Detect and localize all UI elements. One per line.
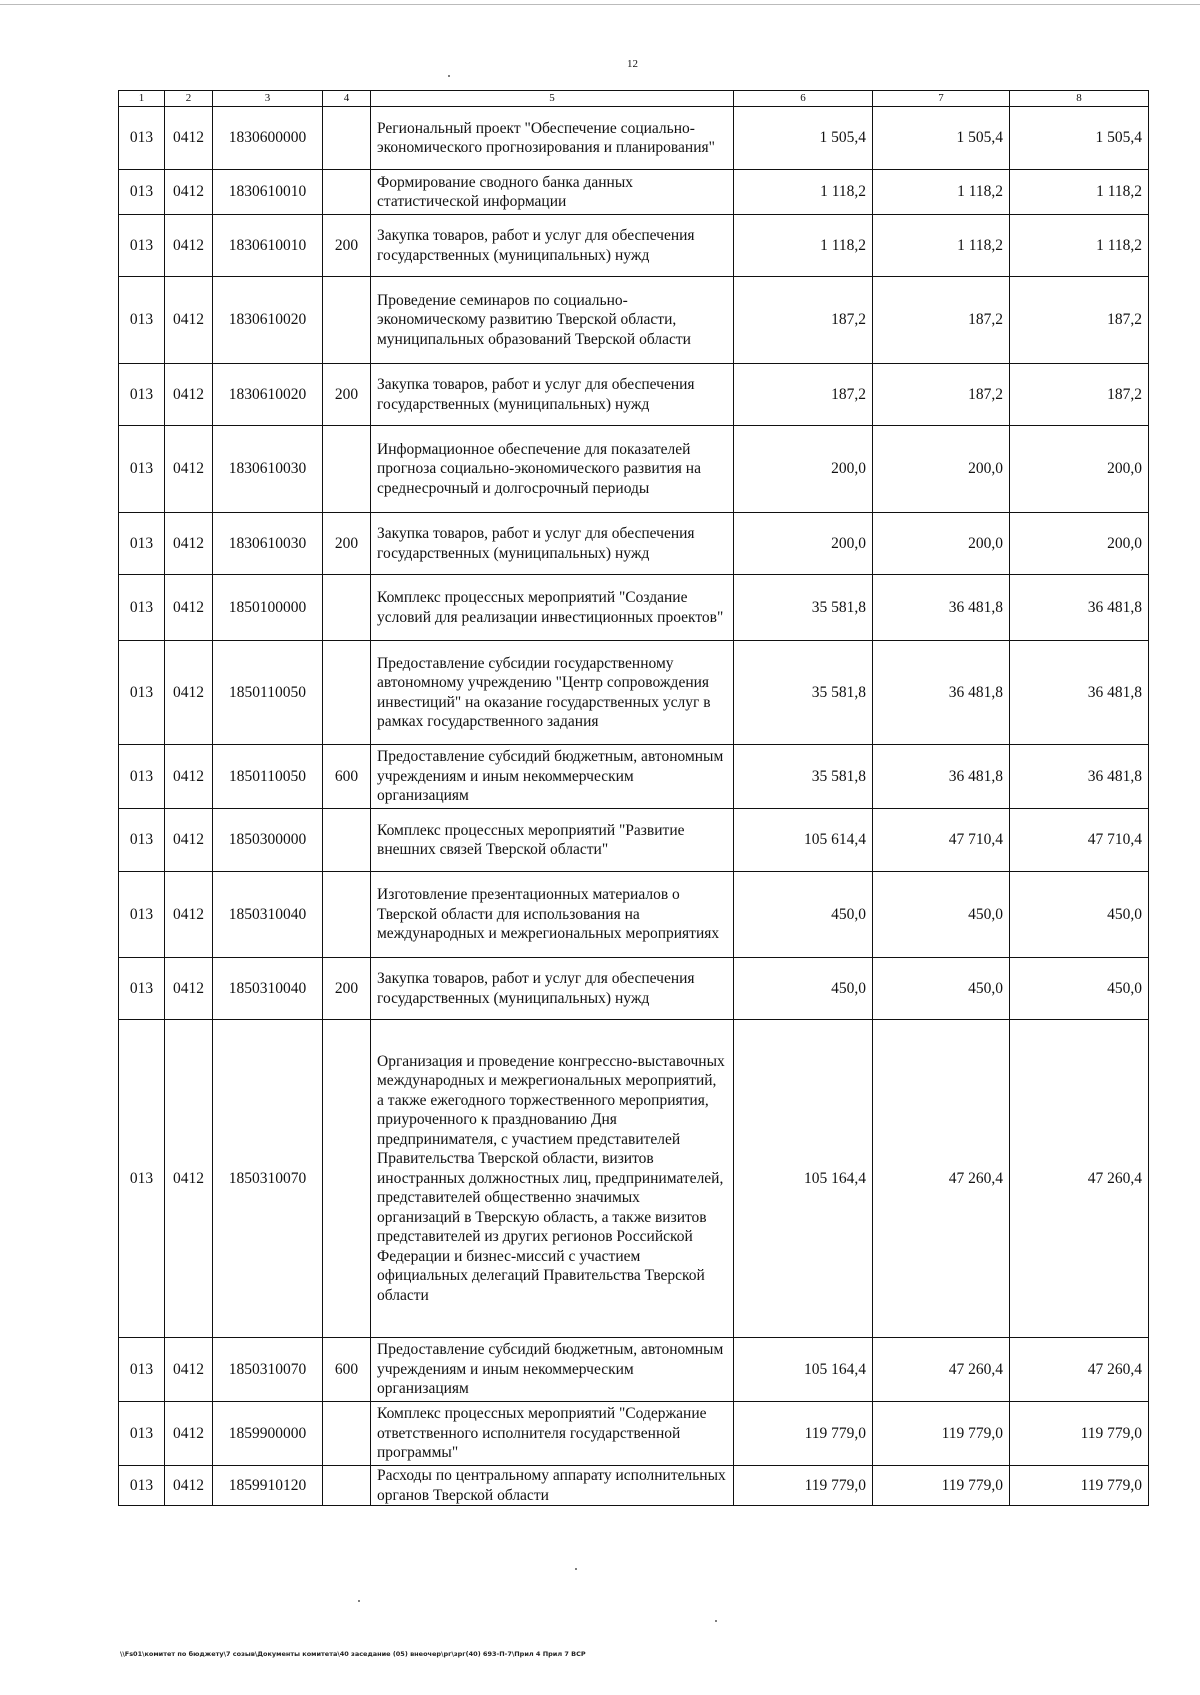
cell-amount-6: 1 118,2	[734, 170, 873, 215]
cell-section: 0412	[165, 215, 213, 277]
table-row	[119, 809, 1149, 872]
cell-target-article: 1850310070	[213, 1338, 323, 1402]
cell-amount-8: 200,0	[1010, 513, 1149, 575]
cell-target-article: 1850310040	[213, 958, 323, 1020]
cell-expense-type	[323, 107, 371, 170]
cell-expense-type: 200	[323, 364, 371, 426]
cell-ministry: 013	[119, 1402, 165, 1466]
cell-name: Организация и проведение конгрессно-выставочных международных и межрегиональных мероприятий, а также ежегодного торжественного мероприятия, приуроченного к празднованию Дня предпринимателя, с участием представителей Правительства Тверской области, визитов иностранных должностных лиц, предпринимателей, представителей общественно значимых организаций в Тверскую область, а также визитов представителей из других регионов Российской Федерации и бизнес-миссий с участием официальных делегаций Правительства Тверской области	[371, 1020, 734, 1338]
cell-target-article: 1830610010	[213, 215, 323, 277]
cell-section: 0412	[165, 872, 213, 958]
cell-amount-8: 36 481,8	[1010, 575, 1149, 641]
cell-section: 0412	[165, 1466, 213, 1506]
cell-amount-8: 450,0	[1010, 958, 1149, 1020]
scan-speck	[358, 1600, 360, 1602]
table-row	[119, 107, 1149, 170]
cell-amount-8: 119 779,0	[1010, 1402, 1149, 1466]
cell-target-article: 1830610020	[213, 277, 323, 364]
cell-ministry: 013	[119, 170, 165, 215]
scan-speck	[575, 1568, 577, 1570]
cell-amount-8: 1 505,4	[1010, 107, 1149, 170]
cell-amount-6: 187,2	[734, 364, 873, 426]
cell-section: 0412	[165, 170, 213, 215]
table-row	[119, 1338, 1149, 1402]
cell-amount-7: 1 118,2	[873, 215, 1010, 277]
cell-amount-6: 1 118,2	[734, 215, 873, 277]
cell-amount-7: 47 260,4	[873, 1338, 1010, 1402]
cell-expense-type: 200	[323, 513, 371, 575]
table-row	[119, 745, 1149, 809]
cell-amount-7: 200,0	[873, 513, 1010, 575]
cell-name: Предоставление субсидии государственному автономному учреждению "Центр сопровождения инвестиций" на оказание государственных услуг в рамках государственного задания	[371, 641, 734, 745]
cell-name: Комплекс процессных мероприятий "Создание условий для реализации инвестиционных проектов"	[371, 575, 734, 641]
cell-expense-type	[323, 809, 371, 872]
cell-amount-7: 1 505,4	[873, 107, 1010, 170]
header-col-8: 8	[1010, 91, 1149, 107]
cell-amount-8: 187,2	[1010, 277, 1149, 364]
header-col-3: 3	[213, 91, 323, 107]
cell-amount-6: 1 505,4	[734, 107, 873, 170]
cell-name: Региональный проект "Обеспечение социально-экономического прогнозирования и планирования"	[371, 107, 734, 170]
cell-section: 0412	[165, 1020, 213, 1338]
cell-name: Закупка товаров, работ и услуг для обеспечения государственных (муниципальных) нужд	[371, 364, 734, 426]
cell-ministry: 013	[119, 809, 165, 872]
cell-name: Комплекс процессных мероприятий "Развитие внешних связей Тверской области"	[371, 809, 734, 872]
cell-amount-8: 450,0	[1010, 872, 1149, 958]
cell-target-article: 1830610030	[213, 426, 323, 513]
cell-section: 0412	[165, 426, 213, 513]
cell-name: Расходы по центральному аппарату исполнительных органов Тверской области	[371, 1466, 734, 1506]
cell-target-article: 1830610020	[213, 364, 323, 426]
cell-amount-7: 47 710,4	[873, 809, 1010, 872]
cell-name: Закупка товаров, работ и услуг для обеспечения государственных (муниципальных) нужд	[371, 958, 734, 1020]
cell-section: 0412	[165, 641, 213, 745]
cell-ministry: 013	[119, 641, 165, 745]
cell-target-article: 1859910120	[213, 1466, 323, 1506]
cell-target-article: 1850110050	[213, 745, 323, 809]
cell-name: Проведение семинаров по социально-экономическому развитию Тверской области, муниципальных образований Тверской области	[371, 277, 734, 364]
table-row	[119, 872, 1149, 958]
cell-amount-6: 450,0	[734, 872, 873, 958]
cell-section: 0412	[165, 745, 213, 809]
table-row	[119, 426, 1149, 513]
cell-amount-8: 47 710,4	[1010, 809, 1149, 872]
table-row	[119, 641, 1149, 745]
cell-expense-type: 200	[323, 215, 371, 277]
cell-name: Закупка товаров, работ и услуг для обеспечения государственных (муниципальных) нужд	[371, 215, 734, 277]
cell-ministry: 013	[119, 426, 165, 513]
cell-amount-7: 36 481,8	[873, 575, 1010, 641]
cell-amount-7: 187,2	[873, 277, 1010, 364]
cell-amount-7: 187,2	[873, 364, 1010, 426]
cell-expense-type: 600	[323, 745, 371, 809]
cell-amount-7: 1 118,2	[873, 170, 1010, 215]
cell-expense-type	[323, 277, 371, 364]
cell-name: Предоставление субсидий бюджетным, автономным учреждениям и иным некоммерческим организациям	[371, 745, 734, 809]
cell-ministry: 013	[119, 1466, 165, 1506]
cell-ministry: 013	[119, 872, 165, 958]
cell-amount-7: 36 481,8	[873, 641, 1010, 745]
cell-amount-6: 119 779,0	[734, 1402, 873, 1466]
cell-amount-6: 119 779,0	[734, 1466, 873, 1506]
cell-amount-6: 35 581,8	[734, 641, 873, 745]
cell-target-article: 1830610010	[213, 170, 323, 215]
cell-amount-8: 47 260,4	[1010, 1020, 1149, 1338]
cell-section: 0412	[165, 1402, 213, 1466]
cell-expense-type: 200	[323, 958, 371, 1020]
cell-amount-6: 105 164,4	[734, 1020, 873, 1338]
table-row	[119, 513, 1149, 575]
cell-amount-7: 119 779,0	[873, 1466, 1010, 1506]
cell-section: 0412	[165, 513, 213, 575]
cell-section: 0412	[165, 958, 213, 1020]
cell-expense-type	[323, 575, 371, 641]
table-row	[119, 1020, 1149, 1338]
cell-amount-8: 36 481,8	[1010, 745, 1149, 809]
cell-name: Предоставление субсидий бюджетным, автономным учреждениям и иным некоммерческим организациям	[371, 1338, 734, 1402]
cell-ministry: 013	[119, 513, 165, 575]
cell-name: Формирование сводного банка данных статистической информации	[371, 170, 734, 215]
cell-ministry: 013	[119, 1338, 165, 1402]
table-row	[119, 215, 1149, 277]
table-row	[119, 958, 1149, 1020]
cell-section: 0412	[165, 809, 213, 872]
cell-section: 0412	[165, 575, 213, 641]
cell-ministry: 013	[119, 745, 165, 809]
cell-name: Изготовление презентационных материалов о Тверской области для использования на международных и межрегиональных мероприятиях	[371, 872, 734, 958]
cell-amount-8: 1 118,2	[1010, 170, 1149, 215]
cell-amount-6: 35 581,8	[734, 575, 873, 641]
cell-amount-7: 450,0	[873, 958, 1010, 1020]
cell-section: 0412	[165, 277, 213, 364]
cell-target-article: 1850100000	[213, 575, 323, 641]
cell-amount-8: 200,0	[1010, 426, 1149, 513]
cell-expense-type	[323, 872, 371, 958]
cell-amount-6: 105 164,4	[734, 1338, 873, 1402]
cell-target-article: 1859900000	[213, 1402, 323, 1466]
table-row	[119, 1402, 1149, 1466]
cell-amount-6: 200,0	[734, 513, 873, 575]
cell-target-article: 1830610030	[213, 513, 323, 575]
table-header-row	[119, 91, 1149, 107]
table-row	[119, 170, 1149, 215]
table-row	[119, 364, 1149, 426]
page-number: 12	[627, 58, 638, 70]
cell-amount-7: 36 481,8	[873, 745, 1010, 809]
cell-target-article: 1850310040	[213, 872, 323, 958]
cell-expense-type: 600	[323, 1338, 371, 1402]
cell-section: 0412	[165, 364, 213, 426]
scan-speck	[448, 75, 450, 77]
cell-ministry: 013	[119, 575, 165, 641]
cell-ministry: 013	[119, 277, 165, 364]
cell-ministry: 013	[119, 107, 165, 170]
cell-expense-type	[323, 1466, 371, 1506]
cell-target-article: 1850110050	[213, 641, 323, 745]
cell-name: Информационное обеспечение для показателей прогноза социально-экономического развития на среднесрочный и долгосрочный периоды	[371, 426, 734, 513]
cell-expense-type	[323, 426, 371, 513]
cell-amount-6: 35 581,8	[734, 745, 873, 809]
header-col-2: 2	[165, 91, 213, 107]
cell-amount-6: 187,2	[734, 277, 873, 364]
file-path-footer: \\Fs01\комитет по бюджету\7 созыв\Документы комитета\40 заседание (05) внеочер\рг\зрг(40) 693-П-7\Прил 4 Прил 7 ВСР	[120, 1650, 586, 1658]
table-row	[119, 575, 1149, 641]
scan-speck	[715, 1620, 717, 1622]
header-col-4: 4	[323, 91, 371, 107]
cell-ministry: 013	[119, 364, 165, 426]
cell-ministry: 013	[119, 1020, 165, 1338]
cell-amount-7: 450,0	[873, 872, 1010, 958]
cell-target-article: 1830600000	[213, 107, 323, 170]
cell-expense-type	[323, 1402, 371, 1466]
header-col-7: 7	[873, 91, 1010, 107]
table-row	[119, 1466, 1149, 1506]
cell-amount-8: 47 260,4	[1010, 1338, 1149, 1402]
scan-edge-line	[0, 4, 1200, 5]
header-col-6: 6	[734, 91, 873, 107]
cell-section: 0412	[165, 107, 213, 170]
cell-amount-6: 450,0	[734, 958, 873, 1020]
cell-target-article: 1850310070	[213, 1020, 323, 1338]
cell-amount-7: 119 779,0	[873, 1402, 1010, 1466]
cell-name: Закупка товаров, работ и услуг для обеспечения государственных (муниципальных) нужд	[371, 513, 734, 575]
cell-ministry: 013	[119, 215, 165, 277]
table-row	[119, 277, 1149, 364]
header-col-1: 1	[119, 91, 165, 107]
cell-name: Комплекс процессных мероприятий "Содержание ответственного исполнителя государственной программы"	[371, 1402, 734, 1466]
cell-expense-type	[323, 641, 371, 745]
cell-amount-8: 36 481,8	[1010, 641, 1149, 745]
cell-section: 0412	[165, 1338, 213, 1402]
header-col-5: 5	[371, 91, 734, 107]
cell-amount-8: 1 118,2	[1010, 215, 1149, 277]
budget-table	[118, 90, 1149, 1506]
cell-amount-6: 200,0	[734, 426, 873, 513]
cell-amount-8: 187,2	[1010, 364, 1149, 426]
cell-amount-7: 47 260,4	[873, 1020, 1010, 1338]
cell-expense-type	[323, 1020, 371, 1338]
cell-amount-7: 200,0	[873, 426, 1010, 513]
cell-target-article: 1850300000	[213, 809, 323, 872]
cell-amount-8: 119 779,0	[1010, 1466, 1149, 1506]
cell-amount-6: 105 614,4	[734, 809, 873, 872]
cell-ministry: 013	[119, 958, 165, 1020]
cell-expense-type	[323, 170, 371, 215]
